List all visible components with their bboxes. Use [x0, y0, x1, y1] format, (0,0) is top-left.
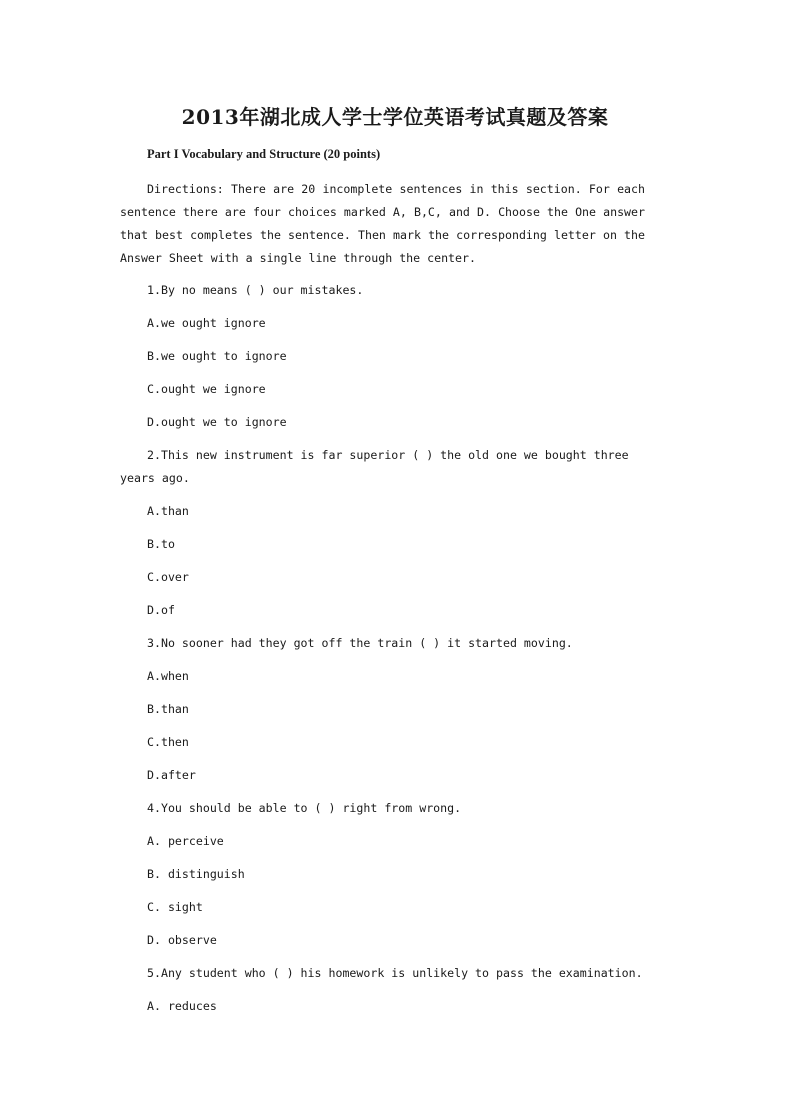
question-2-option-a: A.than — [147, 504, 189, 518]
question-3-option-c: C.then — [147, 735, 189, 749]
question-4-option-d: D. observe — [147, 933, 217, 947]
question-1-option-a: A.we ought ignore — [147, 316, 266, 330]
question-2-stem: 2.This new instrument is far superior ( ) the old one we bought three years ago. — [120, 448, 629, 485]
question-3-stem: 3.No sooner had they got off the train ( ) it started moving. — [147, 636, 573, 650]
directions-paragraph: Directions: There are 20 incomplete sentences in this section. For each sentence there are four choices marked A, B,C, and D. Choose the One answer that best completes the sentence. Then mark the corresponding letter on the Answer Sheet with a single line through the center. — [120, 182, 645, 265]
question-5-stem: 5.Any student who ( ) his homework is unlikely to pass the examination. — [147, 966, 643, 980]
question-3-option-d: D.after — [147, 768, 196, 782]
question-1-option-c: C.ought we ignore — [147, 382, 266, 396]
question-4-option-b: B. distinguish — [147, 867, 245, 881]
question-1-option-d: D.ought we to ignore — [147, 415, 287, 429]
part-heading: Part I Vocabulary and Structure (20 points) — [147, 147, 381, 161]
question-1-option-b: B.we ought to ignore — [147, 349, 287, 363]
question-2-option-d: D.of — [147, 603, 175, 617]
question-3-option-a: A.when — [147, 669, 189, 683]
question-4-option-a: A. perceive — [147, 834, 224, 848]
question-4-option-c: C. sight — [147, 900, 203, 914]
question-2-option-b: B.to — [147, 537, 175, 551]
question-3-option-b: B.than — [147, 702, 189, 716]
question-4-stem: 4.You should be able to ( ) right from wrong. — [147, 801, 462, 815]
document-title: 2013年湖北成人学士学位英语考试真题及答案 — [181, 105, 609, 129]
question-1-stem: 1.By no means ( ) our mistakes. — [147, 283, 364, 297]
question-2-option-c: C.over — [147, 570, 189, 584]
question-5-option-a: A. reduces — [147, 999, 217, 1013]
